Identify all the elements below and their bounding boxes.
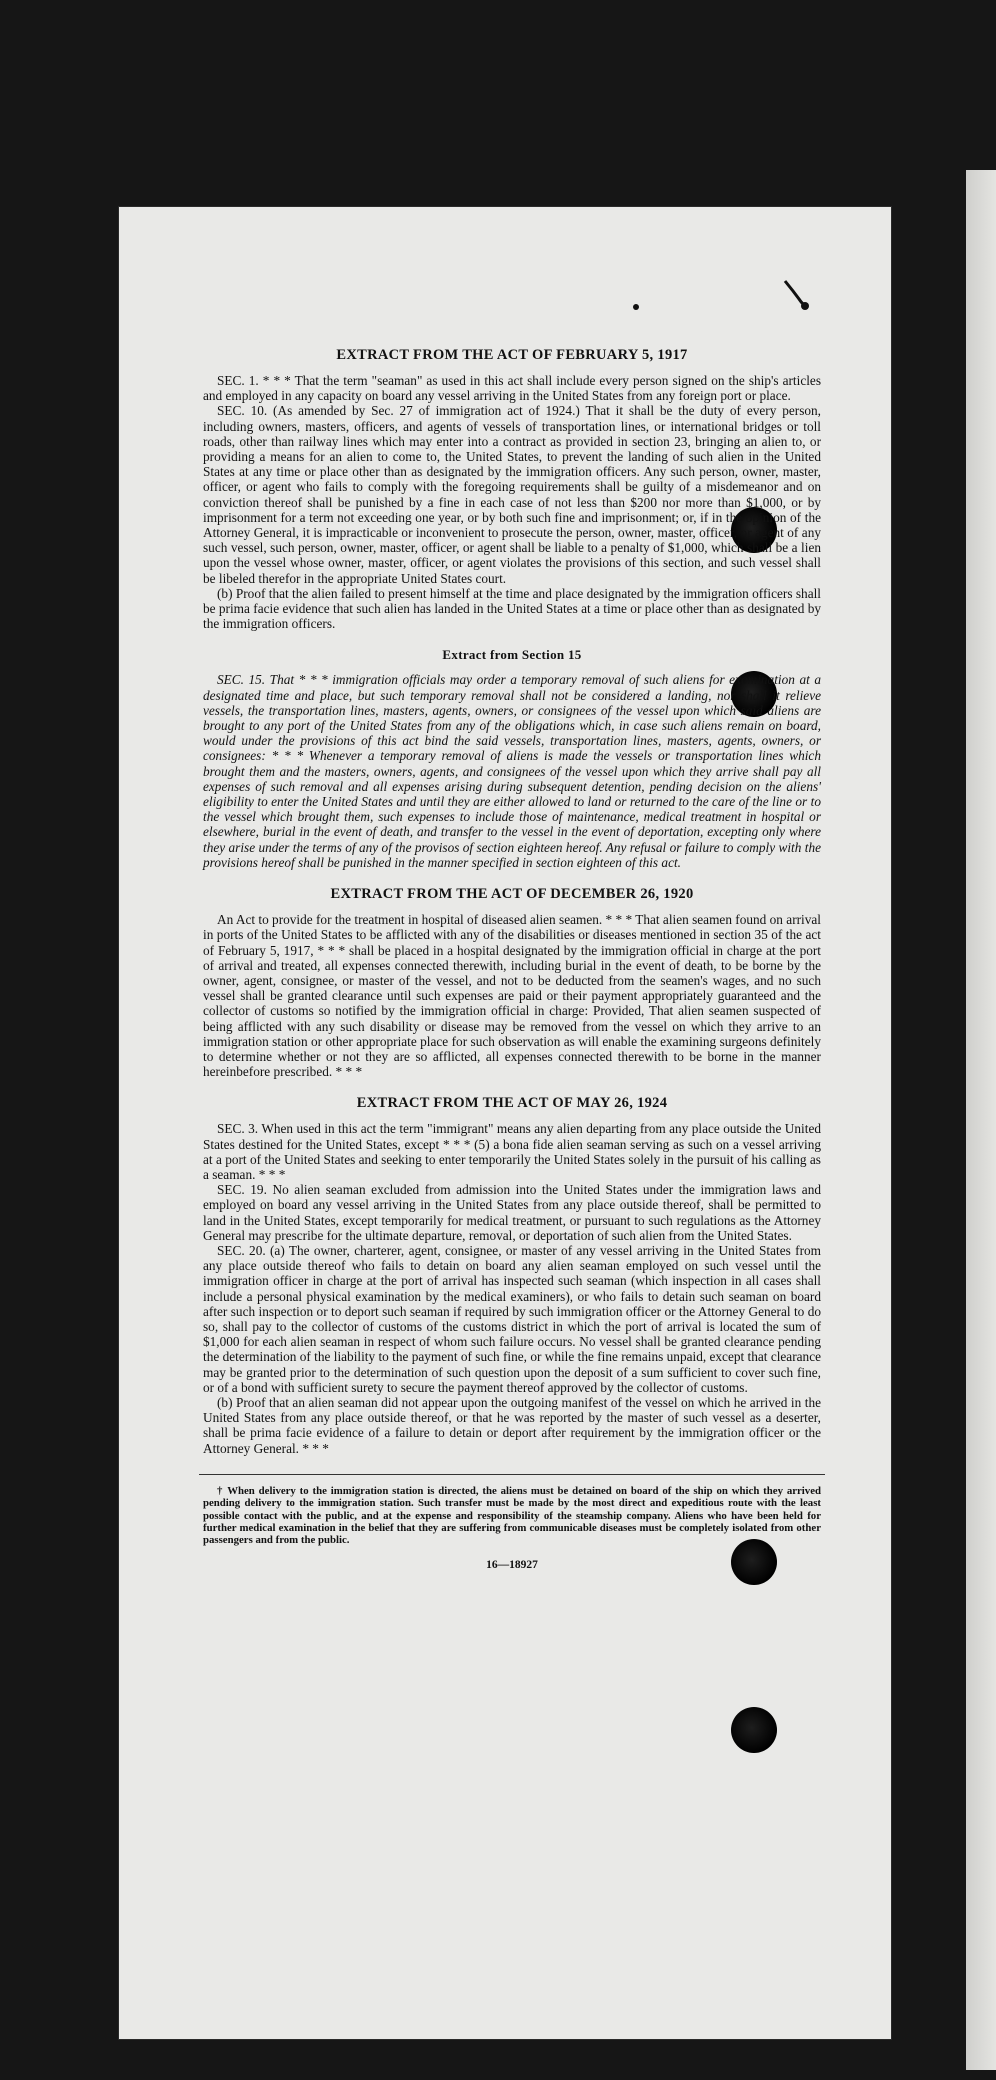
footnote-divider	[199, 1474, 825, 1475]
paragraph: An Act to provide for the treatment in hospital of diseased alien seamen. * * * That alien seamen found on arrival in ports of the United States to be afflicted with any of the disabilities or diseases mentioned in section 35 of the act of February 5, 1917, * * * shall be placed in a hospital designated by the immigration official in charge at the port of arrival and treated, all expenses connected therewith, including burial in the event of death, to be borne by the owner, agent, consignee, or master of the vessel, and not to be deducted from the seamen's wages, and no such vessel shall be granted clearance until such expenses are paid or their payment appropriately guaranteed and the collector of customs so notified by the immigration official in charge: Provided, That alien seamen suspected of being afflicted with any such disability or disease may be removed from the vessel on which they arrive to an immigration station or other appropriate place for such observation as will enable the examining surgeons definitely to determine whether or not they are so afflicted, all expenses connected therewith to be borne in the manner hereinbefore prescribed. * * *	[203, 912, 821, 1080]
paragraph: SEC. 3. When used in this act the term "immigrant" means any alien departing from any place outside the United States destined for the United States, except * * * (5) a bona fide alien seaman serving as such on a vessel arriving at a port of the United States and seeking to enter temporarily the United States solely in the pursuit of his calling as a seaman. * * *	[203, 1121, 821, 1182]
paragraph: (b) Proof that the alien failed to present himself at the time and place designated by the immigration officers shall be prima facie evidence that such alien has landed in the United States at a time or place other than as designated by the immigration officers.	[203, 585, 821, 632]
paragraph: SEC. 1. * * * That the term "seaman" as used in this act shall include every person signed on the ship's articles and employed in any capacity on board any vessel arriving in the United States from any foreign port or place.	[203, 373, 821, 404]
section-heading: EXTRACT FROM THE ACT OF MAY 26, 1924	[356, 1095, 668, 1112]
ink-speck	[633, 304, 639, 310]
paragraph: (b) Proof that an alien seaman did not appear upon the outgoing manifest of the vessel on which he arrived in the United States from any place outside thereof, or that he was reported by the master of such vessel as a deserter, shall be prima facie evidence of a failure to detain or deport after requirement by the immigration officer or the Attorney General. * * *	[203, 1394, 821, 1456]
paragraph: SEC. 19. No alien seaman excluded from admission into the United States under the immigration laws and employed on board any vessel arriving in the United States from any place outside thereof, shall be permitted to land in the United States, except temporarily for medical treatment, or pursuant to such regulations as the Attorney General may prescribe for the ultimate departure, removal, or deportation of such alien from the United States.	[203, 1182, 821, 1243]
staple-mark-icon	[779, 277, 809, 311]
footnote: † When delivery to the immigration station is directed, the aliens must be detained on board of the ship on which they arrived pending delivery to the immigration station. Such transfer must be made by the most direct and expeditious route with the least possible contact with the public, and at the expense and responsibility of the steamship company. Aliens who have been held for further medical examination in the belief that they are suffering from communicable diseases must be completely isolated from other passengers and from the public.	[203, 1484, 821, 1547]
punch-hole	[731, 1707, 777, 1753]
paragraph: SEC. 10. (As amended by Sec. 27 of immigration act of 1924.) That it shall be the duty of every person, including owners, masters, officers, and agents of vessels of transportation lines, or international bridges or toll roads, other than railway lines which may enter into a contract as provided in section 23, bringing an alien to, or providing a means for an alien to come to, the United States, to prevent the landing of such alien in the United States at any time or place other than as designated by the immigration officers. Any such person, owner, master, officer, or agent who fails to comply with the foregoing requirements shall be guilty of a misdemeanor and on conviction thereof shall be punished by a fine in each case of not less than $200 nor more than $1,000, or by imprisonment for a term not exceeding one year, or by both such fine and imprisonment; or, if in the opinion of the Attorney General, it is impracticable or inconvenient to prosecute the person, owner, master, officer, or agent of any such vessel, such person, owner, master, officer, or agent shall be liable to a penalty of $1,000, which shall be a lien upon the vessel whose owner, master, officer, or agent violates the provisions of this section, and such vessel shall be libeled therefor in the appropriate United States court.	[203, 403, 821, 586]
document-number: 16—18927	[486, 1558, 538, 1571]
section-heading: EXTRACT FROM THE ACT OF DECEMBER 26, 1920	[330, 886, 694, 903]
adjacent-page-edge	[966, 170, 996, 2070]
paragraph: SEC. 20. (a) The owner, charterer, agent, consignee, or master of any vessel arriving in the United States from any place outside thereof who fails to detain on board any alien seaman employed on such vessel until the immigration officer in charge at the port of arrival has inspected such seaman (which inspection in all cases shall include a personal physical examination by the medical examiners), or who fails to detain such seaman on board after such inspection or to deport such seaman if required by such immigration officer or the Attorney General to do so, shall pay to the collector of customs of the customs district in which the port of arrival is located the sum of $1,000 for each alien seaman in respect of whom such failure occurs. No vessel shall be granted clearance pending the determination of the liability to the payment of such fine, or while the fine remains unpaid, except that clearance may be granted prior to the determination of such question upon the deposit of a sum sufficient to cover such fine, or of a bond with sufficient surety to secure the payment thereof approved by the collector of customs.	[203, 1242, 821, 1395]
section-subheading: Extract from Section 15	[442, 647, 582, 663]
section-heading: EXTRACT FROM THE ACT OF FEBRUARY 5, 1917	[336, 347, 688, 363]
paragraph: SEC. 15. That * * * immigration officials may order a temporary removal of such aliens for examination at a designated time and place, but such temporary removal shall not be considered a landing, nor shall it relieve vessels, the transportation lines, masters, agents, owners, or consignees of the vessel upon which said aliens are brought to any port of the United States from any of the obligations which, in case such aliens remain on board, would under the provisions of this act bind the said vessels, transportation lines, masters, agents, owners, or consignees: * * * Whenever a temporary removal of aliens is made the vessels or transportation lines which brought them and the masters, owners, agents, and consignees of the vessel upon which they arrive shall pay all expenses of such removal and all expenses arising during subsequent detention, pending decision on the aliens' eligibility to enter the United States and until they are either allowed to land or returned to the care of the line or to the vessel which brought them, such expenses to include those of maintenance, medical treatment in hospital or elsewhere, burial in the event of death, and transfer to the vessel in the event of deportation, excepting only where they arise under the terms of any of the provisos of section eighteen hereof. Any refusal or failure to comply with the provisions hereof shall be punished in the manner specified in section eighteen of this act.	[203, 672, 821, 870]
document-page	[119, 207, 891, 2039]
document-body	[203, 347, 821, 1571]
